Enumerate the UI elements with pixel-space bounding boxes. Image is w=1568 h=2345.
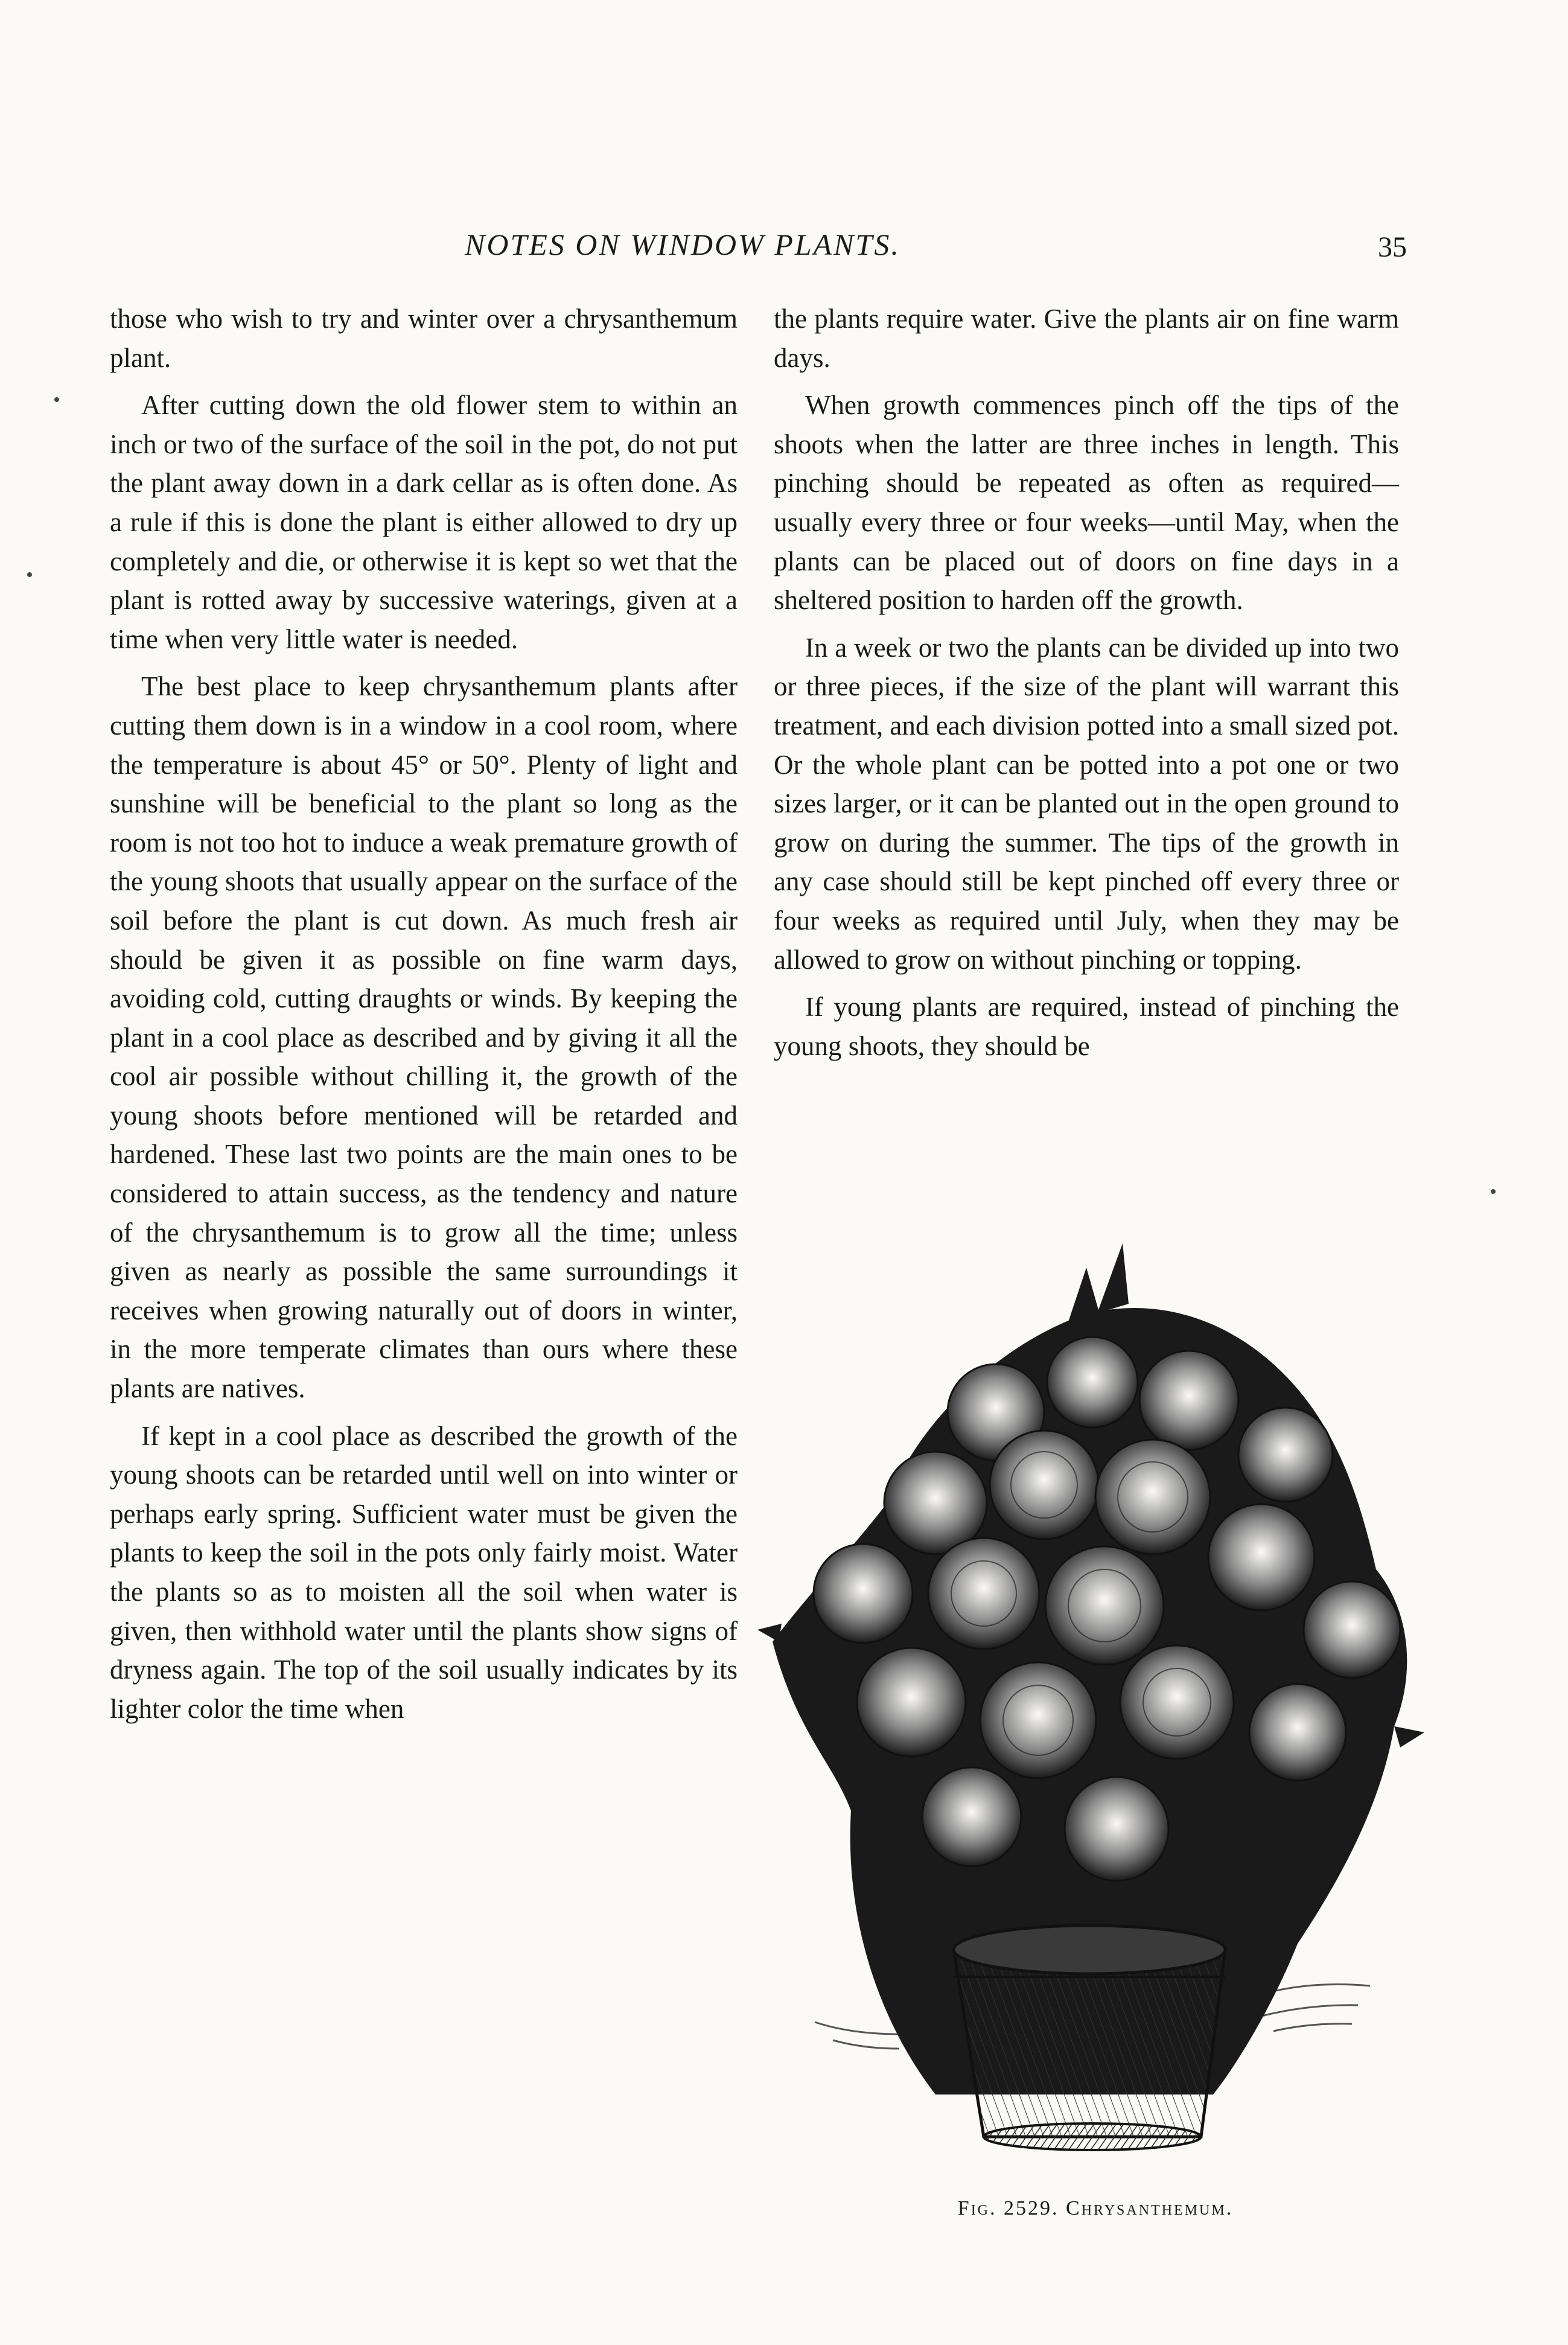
right-paragraph-4: If young plants are required, instead of pinching the young shoots, they should be [774,992,1399,1061]
scan-speck [54,397,59,402]
right-column [774,299,1399,1074]
left-paragraph-2: After cutting down the old flower stem to within an inch or two of the surface of the soil in the pot, do not put the plant away down in a dark cellar as is often done. As a rule if this is done the plant is either allowed to dry up completely and die, or otherwise it is kept so wet that the plant is rotted away by successive waterings, given at a time when very little water is needed. [110,390,738,654]
scan-speck [27,572,32,577]
chrysanthemum-figure [754,1219,1436,2221]
left-paragraph-3: The best place to keep chrysanthemum plants after cutting them down is in a window in a cool room, where the temperature is about 45° or 50°. Plenty of light and sunshine will be beneficial to the plant so long as the room is not too hot to induce a weak premature growth of the young shoots that usually appear on the surface of the soil before the plant is cut down. As much fresh air should be given it as possible on fine warm days, avoiding cold, cutting draughts or winds. By keeping the plant in a cool place as described and by giving it all the cool air possible without chilling it, the growth of the young shoots before mentioned will be retarded and hardened. These last two points are the main ones to be considered to attain success, as the tendency and nature of the chrysanthemum is to grow all the time; unless given as nearly as possible the same surroundings it receives when growing naturally out of doors in winter, in the more temperate climates than ours where these plants are natives. [110,671,738,1404]
left-paragraph-1: those who wish to try and winter over a chrysanthemum plant. [110,304,738,373]
right-paragraph-1: the plants require water. Give the plants air on fine warm days. [774,304,1399,373]
page-number: 35 [1378,231,1407,263]
right-paragraph-2: When growth commences pinch off the tips of the shoots when the latter are three inches in length. This pinching should be repeated as often as required—usually every three or four weeks—until May, when the plants can be placed out of doors on fine days in a sheltered position to harden off the growth. [774,390,1399,616]
scan-speck [1491,1189,1496,1194]
figure-caption: Fig. 2529. Chrysanthemum. [957,2197,1234,2219]
chrysanthemum-illustration [754,1219,1436,2185]
left-paragraph-4: If kept in a cool place as described the growth of the young shoots can be retarded until well on into winter or perhaps early spring. Sufficient water must be given the plants to keep the soil in the pots only fairly moist. Water the plants so as to moisten all the soil when water is given, then withhold water until the plants show signs of dryness again. The top of the soil usually indicates by its lighter color the time when [110,1420,738,1724]
right-paragraph-3: In a week or two the plants can be divided up into two or three pieces, if the size of the plant will warrant this treatment, and each division potted into a small sized pot. Or the whole plant can be potted into a pot one or two sizes larger, or it can be planted out in the open ground to grow on during the summer. The tips of the growth in any case should still be kept pinched off every three or four weeks as required until July, when they may be allowed to grow on without pinching or topping. [774,632,1399,975]
left-column [110,299,738,1737]
flower-pot [954,1925,1225,2150]
page-header [0,227,1568,281]
running-title: NOTES ON WINDOW PLANTS. [465,228,900,261]
